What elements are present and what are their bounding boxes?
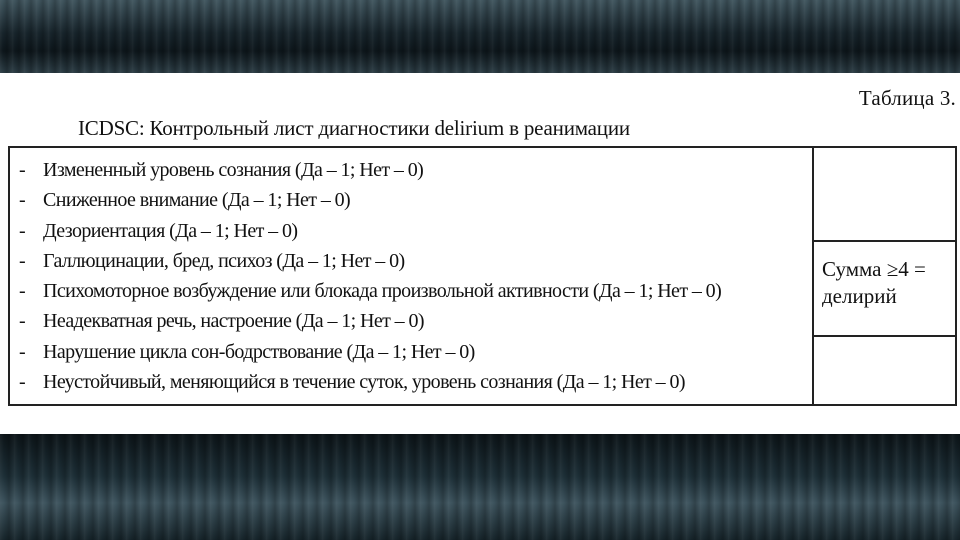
criterion-text: Дезориентация (Да – 1; Нет – 0): [43, 219, 298, 242]
bullet-dash: -: [19, 371, 26, 394]
criterion-text: Неадекватная речь, настроение (Да – 1; Нет – 0): [43, 310, 424, 333]
list-item: [19, 337, 812, 367]
list-item: [19, 216, 812, 246]
table-title: ICDSC: Контрольный лист диагностики delirium в реанимации: [78, 116, 630, 140]
criterion-text: Сниженное внимание (Да – 1; Нет – 0): [43, 189, 351, 212]
criterion-text: Измененный уровень сознания (Да – 1; Нет – 0): [43, 159, 424, 181]
bullet-dash: -: [19, 340, 26, 363]
empty-cell-top: [814, 148, 955, 242]
list-item: [19, 276, 812, 306]
empty-cell-bottom: [814, 337, 955, 404]
criterion-text: Неустойчивый, меняющийся в течение суток, уровень сознания (Да – 1; Нет – 0): [43, 371, 685, 394]
score-column: [814, 148, 955, 404]
bullet-dash: -: [19, 249, 26, 272]
bottom-background-band: [0, 434, 960, 540]
icdsc-table: [8, 146, 957, 406]
list-item: [19, 246, 812, 276]
bullet-dash: -: [19, 219, 26, 242]
bullet-dash: -: [19, 189, 26, 212]
document-sheet: [0, 73, 960, 434]
bullet-dash: -: [19, 159, 26, 181]
bullet-dash: -: [19, 310, 26, 333]
score-result-text: делирий: [822, 284, 897, 308]
list-item: [19, 185, 812, 215]
score-cell: [814, 242, 955, 337]
top-background-band: [0, 0, 960, 73]
criterion-text: Психомоторное возбуждение или блокада произвольной активности (Да – 1; Нет – 0): [43, 280, 722, 303]
criteria-list: [19, 155, 812, 397]
criterion-text: Нарушение цикла сон-бодрствование (Да – 1; Нет – 0): [43, 340, 475, 363]
list-item: [19, 155, 812, 185]
list-item: [19, 306, 812, 336]
criterion-text: Галлюцинации, бред, психоз (Да – 1; Нет – 0): [43, 249, 405, 272]
list-item: [19, 367, 812, 397]
bullet-dash: -: [19, 280, 26, 303]
table-number-label: Таблица 3.: [858, 86, 956, 110]
criteria-column: [10, 148, 814, 404]
score-threshold-text: Сумма ≥4 =: [822, 257, 926, 281]
